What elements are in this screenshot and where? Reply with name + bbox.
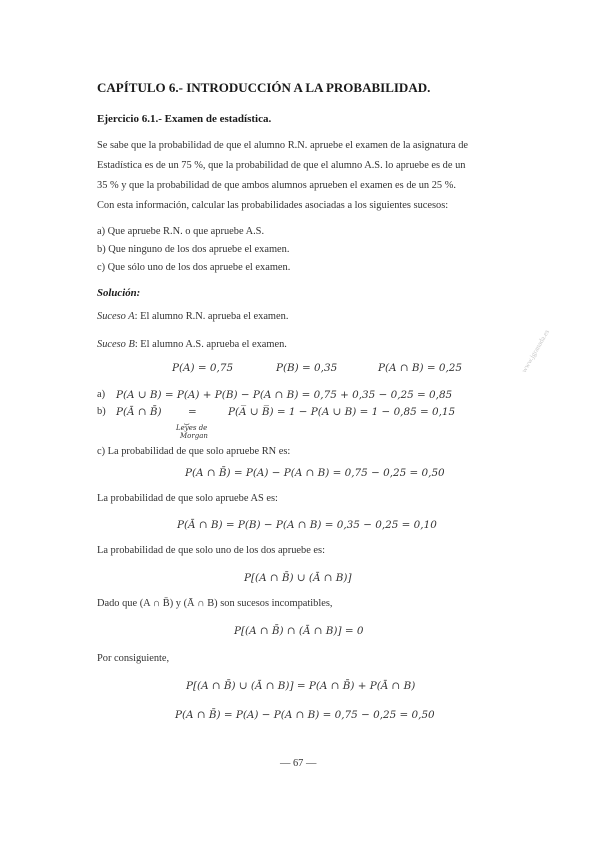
- intro-line-2: Estadística es de un 75 %, que la probabilidad de que el alumno A.S. lo apruebe es de un: [97, 160, 466, 171]
- given-pb: P(B) = 0,35: [276, 362, 338, 374]
- answer-c-incompat-formula: P[(A ∩ B̄) ∩ (Ā ∩ B)] = 0: [234, 625, 364, 637]
- intro-line-4: Con esta información, calcular las probabilidades asociadas a los siguientes sucesos:: [97, 200, 449, 211]
- exercise-title: Ejercicio 6.1.- Examen de estadística.: [97, 113, 272, 125]
- answer-b-left: P(Ā ∩ B̄): [116, 406, 162, 418]
- answer-c-incompat-intro: Dado que (A ∩ B̄) y (Ā ∩ B) son sucesos incompatibles,: [97, 598, 333, 609]
- underbrace-symbol: ⏟: [184, 416, 190, 426]
- intro-line-1: Se sabe que la probabilidad de que el alumno R.N. apruebe el examen de la asignatura de: [97, 140, 469, 151]
- given-pa: P(A) = 0,75: [172, 362, 234, 374]
- chapter-heading: CAPÍTULO 6.- INTRODUCCIÓN A LA PROBABILIDAD.: [97, 80, 431, 95]
- laws-de-morgan-2: Morgan: [180, 432, 208, 440]
- watermark: www.jgranada.es: [520, 328, 551, 374]
- suceso-b-label: Suceso B: [97, 339, 135, 350]
- question-a: a) Que apruebe R.N. o que apruebe A.S.: [97, 226, 265, 237]
- answer-c-as-formula: P(Ā ∩ B) = P(B) − P(A ∩ B) = 0,35 − 0,25 = 0,10: [177, 519, 437, 531]
- solution-label: Solución:: [97, 287, 141, 299]
- answer-c-one-intro: La probabilidad de que solo uno de los dos apruebe es:: [97, 545, 325, 556]
- answer-b-label: b): [97, 406, 106, 417]
- answer-b-eq: =: [188, 406, 197, 418]
- suceso-a: [97, 311, 288, 322]
- laws-de-morgan-1: Leyes de: [176, 424, 208, 432]
- answer-c-as-intro: La probabilidad de que solo apruebe AS es:: [97, 493, 278, 504]
- answer-c-conseq-intro: Por consiguiente,: [97, 653, 170, 664]
- answer-a-label: a): [97, 389, 106, 400]
- given-pab: P(A ∩ B) = 0,25: [378, 362, 462, 374]
- answer-b-right: P(A̅ ∪ B̅) = 1 − P(A ∪ B) = 1 − 0,85 = 0,15: [228, 406, 456, 418]
- suceso-a-text: : El alumno R.N. aprueba el examen.: [134, 311, 289, 322]
- answer-c-rn-formula: P(A ∩ B̄) = P(A) − P(A ∩ B) = 0,75 − 0,25 = 0,50: [185, 467, 445, 479]
- answer-c-intro: c) La probabilidad de que solo apruebe RN es:: [97, 446, 291, 457]
- answer-c-last-formula: P(A ∩ B̄) = P(A) − P(A ∩ B) = 0,75 − 0,25 = 0,50: [175, 709, 435, 721]
- suceso-a-label: Suceso A: [97, 311, 135, 322]
- intro-line-3: 35 % y que la probabilidad de que ambos alumnos aprueben el examen es de un 25 %.: [97, 180, 456, 191]
- question-c: c) Que sólo uno de los dos apruebe el examen.: [97, 262, 291, 273]
- suceso-b: [97, 339, 287, 350]
- suceso-b-text: : El alumno A.S. aprueba el examen.: [134, 339, 287, 350]
- answer-a-formula: P(A ∪ B) = P(A) + P(B) − P(A ∩ B) = 0,75 + 0,35 − 0,25 = 0,85: [116, 389, 453, 401]
- page-number: — 67 —: [280, 758, 317, 769]
- answer-c-one-formula: P[(A ∩ B̄) ∪ (Ā ∩ B)]: [244, 572, 352, 584]
- answer-c-final-formula: P[(A ∩ B̄) ∪ (Ā ∩ B)] = P(A ∩ B̄) + P(Ā ∩ B): [186, 680, 416, 692]
- question-b: b) Que ninguno de los dos apruebe el examen.: [97, 244, 290, 255]
